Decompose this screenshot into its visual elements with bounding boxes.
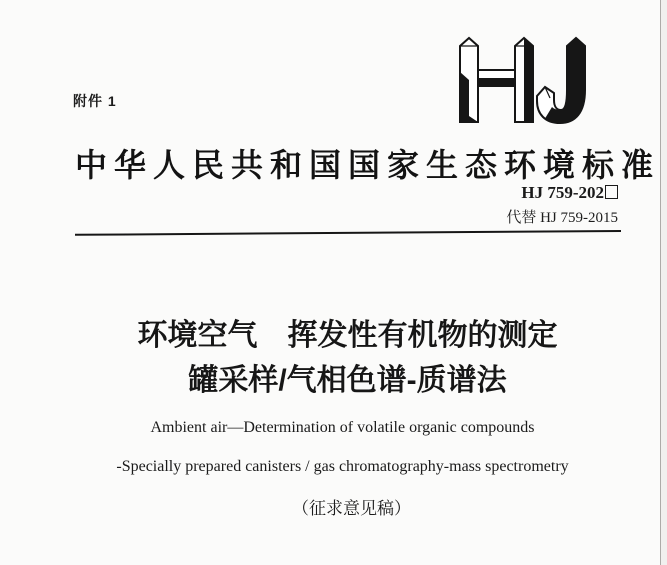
year-placeholder-box [605,185,618,199]
page-edge-line [660,0,661,565]
document-title-en-line1: Ambient air—Determination of volatile organic compounds [150,419,535,436]
standard-number-text: HJ 759-202 [521,183,604,202]
header-rule [75,230,621,236]
standard-heading: 中华人民共和国国家生态环境标准 [75,147,661,183]
draft-note: （征求意见稿） [292,499,411,518]
standard-number [75,183,618,203]
document-title-cn [61,313,634,403]
hj-logo-icon [456,36,590,126]
replaces-note: 代替 HJ 759-2015 [506,210,618,226]
title-cn-line2: 罐采样/气相色谱-质谱法 [188,364,507,397]
title-cn-line1: 环境空气 挥发性有机物的测定 [137,319,558,352]
attachment-label: 附件 1 [73,93,117,109]
document-title-en-line2: -Specially prepared canisters / gas chromatography-mass spectrometry [116,458,569,475]
scan-margin-strip [661,0,667,565]
